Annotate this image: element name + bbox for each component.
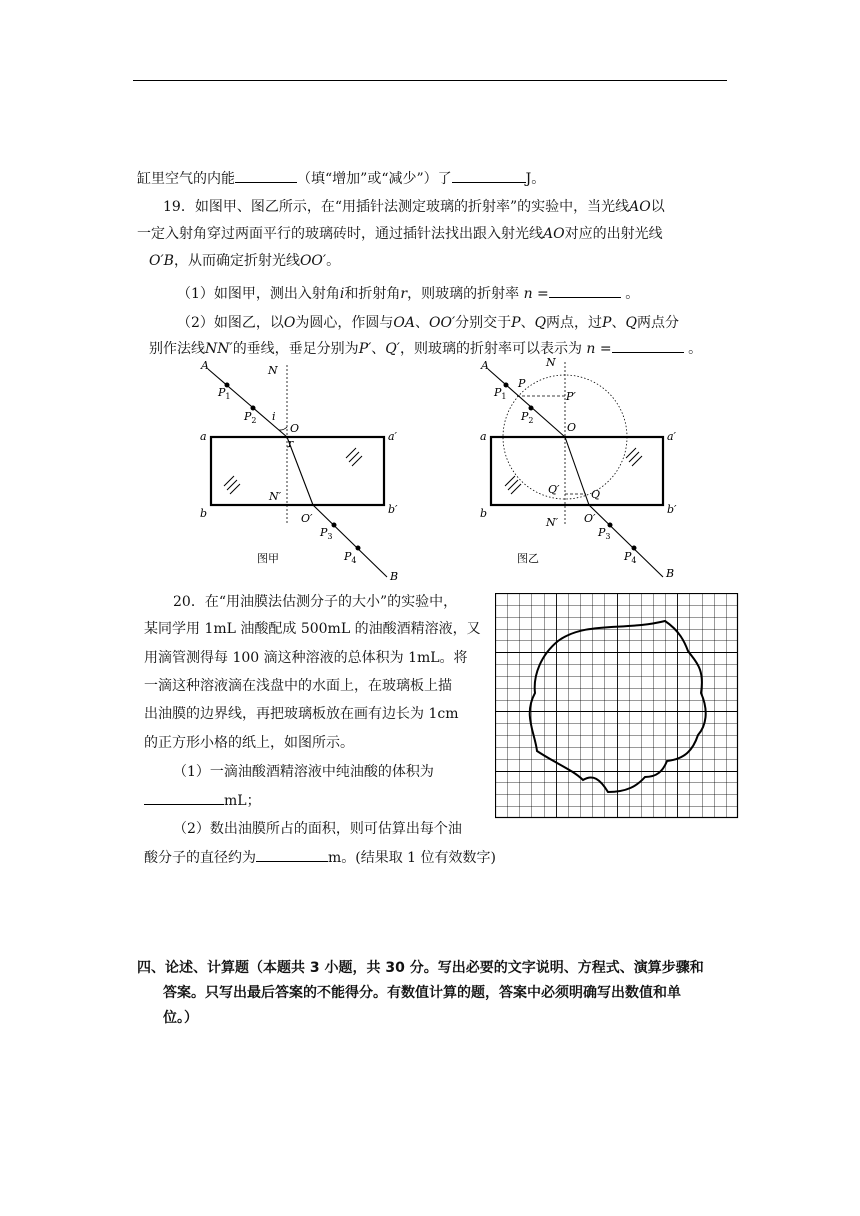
label-N: N xyxy=(268,364,278,377)
text: 为圆心，作圆与 xyxy=(295,315,394,331)
top-line xyxy=(137,168,545,189)
pin-p4 xyxy=(632,546,637,551)
figure-caption: 图甲 xyxy=(257,552,279,565)
math-var: O′B xyxy=(149,253,174,269)
incident-ray xyxy=(208,369,287,437)
label-O-prime: O′ xyxy=(301,512,313,525)
incident-ray xyxy=(488,369,565,437)
label-O: O xyxy=(567,421,577,434)
q20-sub-2: （2）数出油膜所占的面积，则可估算出每个油 xyxy=(173,821,462,837)
q19-sub-2 xyxy=(177,313,679,333)
angle-i-arc xyxy=(279,427,287,430)
math-var: OA xyxy=(393,315,415,331)
label-P3: $P_3$ xyxy=(320,526,333,541)
label-P4: $P_4$ xyxy=(344,550,357,565)
label-O-prime: O′ xyxy=(584,512,596,525)
label-B: B xyxy=(666,567,675,580)
label-P-prime: P′ xyxy=(566,390,576,403)
label-Q-prime: Q′ xyxy=(548,483,560,496)
label-O: O xyxy=(290,422,300,435)
refracted-ray xyxy=(565,437,589,505)
answer-blank[interactable] xyxy=(549,283,621,298)
label-a-prime: a′ xyxy=(667,430,677,443)
label-P2: $P_2$ xyxy=(521,410,534,425)
header-rule xyxy=(133,80,727,81)
q20-line-1: 20．在“用油膜法估测分子的大小”的实验中， xyxy=(173,594,458,610)
pin-p1 xyxy=(504,383,509,388)
section-heading-line-2: 答案。只写出最后答案的不能得分。有数值计算的题，答案中必须明确写出数值和单 xyxy=(163,985,681,1001)
emergent-ray xyxy=(589,505,663,577)
label-P1: $P_1$ xyxy=(218,386,231,401)
math-var: AO xyxy=(543,226,565,242)
label-b: b xyxy=(480,507,488,520)
answer-blank[interactable] xyxy=(452,168,526,183)
text: 19．如图甲、图乙所示，在“用插针法测定玻璃的折射率”的实验中，当光线 xyxy=(163,199,630,215)
math-var: i xyxy=(339,286,345,302)
text: 别作法线 xyxy=(149,341,205,357)
math-var: AO xyxy=(629,199,651,215)
text: 对应的出射光线 xyxy=(564,226,663,242)
q20-line-5: 出油膜的边界线，再把玻璃板放在画有边长为 1cm xyxy=(144,706,459,722)
math-var: P xyxy=(511,315,521,331)
label-P4: $P_4$ xyxy=(624,550,637,565)
label-N-prime: N′ xyxy=(269,490,282,503)
hatch-marks xyxy=(505,476,521,494)
q20-sub-1: （1）一滴油酸酒精溶液中纯油酸的体积为 xyxy=(173,764,434,780)
q19-line-2 xyxy=(137,224,663,244)
q20-sub-1-answer xyxy=(144,790,261,811)
math-var: NN′ xyxy=(205,341,233,357)
label-i: i xyxy=(272,410,276,423)
label-A: A xyxy=(481,359,489,372)
label-a: a xyxy=(200,430,207,443)
math-var: OO′ xyxy=(429,315,456,331)
oil-film-grid xyxy=(495,593,739,819)
text: = xyxy=(532,286,549,302)
math-var: n xyxy=(586,341,596,357)
label-N: N xyxy=(546,356,556,369)
text: 。 xyxy=(620,286,640,302)
math-var: n xyxy=(523,286,533,302)
hatch-marks xyxy=(224,476,240,494)
pin-p3 xyxy=(608,523,613,528)
pin-p4 xyxy=(356,546,361,551)
text: （1）如图甲，测出入射角 xyxy=(177,286,340,302)
math-var: P′ xyxy=(358,341,372,357)
text: 、 xyxy=(415,315,429,331)
label-P2: $P_2$ xyxy=(244,410,257,425)
math-var: O xyxy=(283,315,296,331)
text: 两点分 xyxy=(636,315,679,331)
pin-p3 xyxy=(332,523,337,528)
q19-sub-1 xyxy=(177,283,639,304)
section-heading: 四、论述、计算题（本题共 3 小题，共 30 分。写出必要的文字说明、方程式、演算步骤和 xyxy=(137,960,704,976)
text: ，则玻璃的折射率可以表示为 xyxy=(399,341,582,357)
glass-brick xyxy=(211,437,384,505)
math-var: r xyxy=(400,286,408,302)
text: 和折射角 xyxy=(344,286,401,302)
text: 、 xyxy=(611,315,626,331)
text: 。 xyxy=(683,341,703,357)
pin-p2 xyxy=(529,406,534,411)
text: （2）如图乙，以 xyxy=(177,315,284,331)
text: 酸分子的直径约为 xyxy=(144,850,256,866)
emergent-ray xyxy=(313,505,387,577)
label-b: b xyxy=(200,507,208,520)
text: 分别交于 xyxy=(455,315,512,331)
text: ，则玻璃的折射率 xyxy=(407,286,520,302)
label-N-prime: N′ xyxy=(546,516,559,529)
text: （填“增加”或“减少”）了 xyxy=(297,171,452,187)
math-var: OO′ xyxy=(299,253,327,269)
hatch-marks xyxy=(626,448,642,466)
text: 缸里空气的内能 xyxy=(137,171,235,187)
figure-jia xyxy=(190,355,420,590)
figure-caption: 图乙 xyxy=(517,552,539,565)
label-A: A xyxy=(201,359,209,372)
text: mL； xyxy=(224,793,261,809)
answer-blank[interactable] xyxy=(256,847,328,862)
label-r: r xyxy=(288,437,294,450)
answer-blank[interactable] xyxy=(235,168,297,183)
text: = xyxy=(595,341,612,357)
text: 以 xyxy=(650,199,665,215)
q19-line-3 xyxy=(149,251,340,271)
label-P1: $P_1$ xyxy=(494,386,507,401)
math-var: Q′ xyxy=(385,341,400,357)
q20-sub-2b xyxy=(144,847,496,868)
q20-line-2: 某同学用 1mL 油酸配成 500mL 的油酸酒精溶液，又 xyxy=(144,621,481,637)
hatch-marks xyxy=(346,448,362,466)
text: 、 xyxy=(371,341,386,357)
label-Q: Q xyxy=(591,488,601,501)
label-a: a xyxy=(480,430,487,443)
text: 。 xyxy=(326,253,341,269)
label-B: B xyxy=(390,570,399,583)
figure-yi xyxy=(470,350,690,590)
q20-line-3: 用滴管测得每 100 滴这种溶液的总体积为 1mL。将 xyxy=(144,650,468,666)
math-var: Q xyxy=(625,315,637,331)
label-b-prime: b′ xyxy=(388,503,398,516)
text: 、 xyxy=(520,315,535,331)
text: 的垂线，垂足分别为 xyxy=(232,341,359,357)
label-P: P xyxy=(518,377,526,390)
text: 两点，过 xyxy=(546,315,603,331)
q20-line-4: 一滴这种溶液滴在浅盘中的水面上，在玻璃板上描 xyxy=(144,678,452,694)
text: m。(结果取 1 位有效数字) xyxy=(328,850,497,866)
answer-blank[interactable] xyxy=(144,790,224,805)
text: ，从而确定折射光线 xyxy=(173,253,300,269)
label-b-prime: b′ xyxy=(667,503,677,516)
label-a-prime: a′ xyxy=(388,430,398,443)
text: J。 xyxy=(525,171,546,187)
section-heading-line-3: 位。） xyxy=(163,1010,198,1026)
math-var: P xyxy=(602,315,612,331)
math-var: Q xyxy=(534,315,547,331)
q20-line-6: 的正方形小格的纸上，如图所示。 xyxy=(144,735,354,751)
text: 一定入射角穿过两面平行的玻璃砖时，通过插针法找出跟入射光线 xyxy=(137,226,543,242)
label-P3: $P_3$ xyxy=(598,526,611,541)
q19-line-1 xyxy=(163,197,665,217)
